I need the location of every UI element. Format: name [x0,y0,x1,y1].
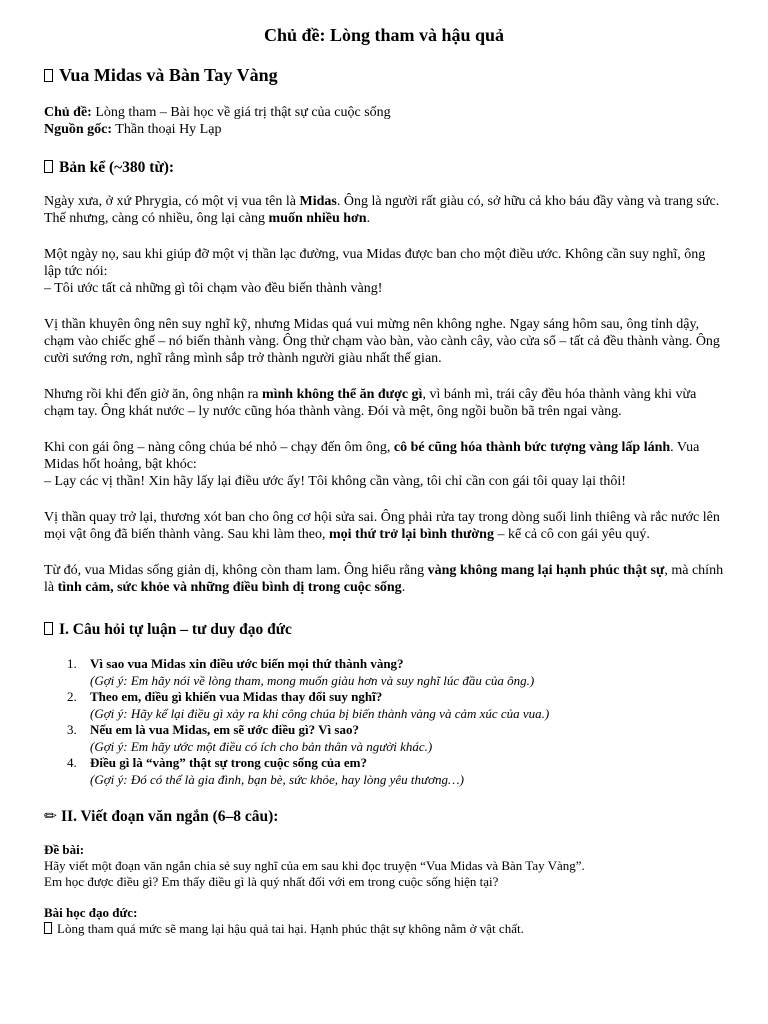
topic-line [44,104,724,121]
missing-glyph-icon [44,160,53,173]
question-number: 3. [67,722,77,737]
bai-hoc-label: Bài học đạo đức: [44,905,138,920]
question-text: Theo em, điều gì khiến vua Midas thay đổi suy nghĩ? [90,689,383,704]
text-run: Khi con gái ông – nàng công chúa bé nhỏ – chạy đến ôm ông, [44,440,394,455]
text-run: Vị thần quay trở lại, thương xót ban cho ông cơ hội sửa sai. Ông phải rửa tay trong dòng suối linh thiêng và rắc nước lên mọi vật ông đã biến thành vàng. Sau khi làm theo, [44,510,720,542]
bold-run: mọi thứ trở lại bình thường [329,527,494,542]
text-run: Nhưng rồi khi đến giờ ăn, ông nhận ra [44,387,262,402]
missing-glyph-icon [44,69,53,82]
de-bai-line-1: Hãy viết một đoạn văn ngắn chia sẻ suy nghĩ của em sau khi đọc truyện “Vua Midas và Bàn Tay Vàng”. [44,858,585,873]
question-number: 1. [67,656,77,671]
bold-run: cô bé cũng hóa thành bức tượng vàng lấp lánh [393,440,671,455]
page-title: Chủ đề: Lòng tham và hậu quả [263,25,505,45]
story-paragraph-6 [44,509,724,543]
question-hint: (Gợi ý: Em hãy ước một điều có ích cho bản thân và người khác.) [90,738,433,754]
story-meta [44,104,724,138]
de-bai-label: Đề bài: [44,842,85,857]
section-2-heading-text: II. Viết đoạn văn ngắn (6–8 câu): [61,808,279,825]
text-run: Một ngày nọ, sau khi giúp đỡ một vị thần lạc đường, vua Midas được ban cho một điều ước. Không cần suy nghĩ, ông lập tức nói: [44,247,706,279]
bai-hoc-line [44,921,724,937]
ban-ke-heading-text: Bản kể (~380 từ): [59,159,175,176]
bold-run: Midas [299,194,337,209]
story-paragraph-3: Vị thần khuyên ông nên suy nghĩ kỹ, nhưng Midas quá vui mừng nên không nghe. Ngay sáng hôm sau, ông tỉnh dậy, chạm vào chiếc ghế – nó biến thành vàng. Ông thử chạm vào bàn, vào cành cây, vào cửa sổ – tất cả đều thành vàng. Ông cười sướng rơn, nghĩ rằng mình sắp trở thành người giàu nhất thế gian. [44,317,720,366]
question-text: Nếu em là vua Midas, em sẽ ước điều gì? Vì sao? [90,722,359,737]
origin-value: Thần thoại Hy Lạp [112,122,222,137]
list-item [67,755,724,788]
story-paragraph-4 [44,386,724,420]
text-run: . [401,580,406,595]
text-run: . Ông là người rất giàu có, sở hữu cả kho báu đầy vàng và trang sức. Thế nhưng, càng có nhiều, ông lại càng [44,194,720,226]
text-run: , vì bánh mì, trái cây đều hóa thành vàng khi vừa chạm tay. Ông khát nước – ly nước cũng hóa thành vàng. Đói và mệt, ông ngồi buồn bã trên ngai vàng. [44,387,697,419]
story-paragraph-2 [44,246,724,297]
bold-run: vàng không mang lại hạnh phúc thật sự [427,563,665,578]
question-text: Điều gì là “vàng” thật sự trong cuộc sống của em? [90,755,367,770]
question-hint: (Gợi ý: Đó có thể là gia đình, bạn bè, sức khỏe, hay lòng yêu thương…) [90,771,464,787]
section-1-heading [44,620,724,639]
list-item [67,656,724,689]
topic-value: Lòng tham – Bài học về giá trị thật sự của cuộc sống [91,105,391,120]
list-item [67,722,724,755]
quote-line: – Tôi ước tất cả những gì tôi chạm vào đều biến thành vàng! [44,281,383,296]
text-run: . [366,211,371,226]
text-run: , mà chính là [44,563,724,595]
text-run: Từ đó, vua Midas sống giản dị, không còn tham lam. Ông hiểu rằng [44,563,428,578]
text-run: – kể cả cô con gái yêu quý. [493,527,650,542]
text-run: Ngày xưa, ở xứ Phrygia, có một vị vua tên là [44,194,300,209]
origin-label: Nguồn gốc: [44,122,113,137]
story-paragraph-5 [44,439,724,490]
story-paragraph-1 [44,193,724,227]
quote-line: – Lạy các vị thần! Xin hãy lấy lại điều ước ấy! Tôi không cần vàng, tôi chỉ cần con gái tôi quay lại thôi! [44,474,626,489]
topic-label: Chủ đề: [44,105,92,120]
section-1-heading-text: I. Câu hỏi tự luận – tư duy đạo đức [59,621,292,638]
story-title [44,64,724,86]
list-item [67,689,724,722]
bai-hoc-text: Lòng tham quá mức sẽ mang lại hậu quả tai hại. Hạnh phúc thật sự không nằm ở vật chất. [57,921,524,936]
missing-glyph-icon [44,622,53,635]
bold-run: muốn nhiều hơn [268,211,367,226]
section-2-heading [44,807,724,826]
question-hint: (Gợi ý: Hãy kể lại điều gì xảy ra khi công chúa bị biến thành vàng và cảm xúc của vua.) [90,705,550,721]
question-text: Vì sao vua Midas xin điều ước biến mọi thứ thành vàng? [90,656,404,671]
bold-run: tình cảm, sức khỏe và những điều bình dị trong cuộc sống [57,580,402,595]
de-bai-line-2: Em học được điều gì? Em thấy điều gì là quý nhất đối với em trong cuộc sống hiện tại? [44,874,499,889]
story-paragraph-7 [44,562,724,596]
text-run: . Vua Midas hốt hoảng, bật khóc: [44,440,700,472]
ban-ke-heading [44,158,724,177]
bold-run: mình không thể ăn được gì [261,387,423,402]
missing-glyph-icon [44,922,52,934]
story-title-text: Vua Midas và Bàn Tay Vàng [59,65,278,85]
origin-line [44,121,724,138]
question-list [44,656,724,788]
question-number: 4. [67,755,77,770]
question-number: 2. [67,689,77,704]
pencil-icon: ✏ [44,807,57,825]
question-hint: (Gợi ý: Em hãy nói về lòng tham, mong muốn giàu hơn và suy nghĩ lúc đầu của ông.) [90,672,535,688]
